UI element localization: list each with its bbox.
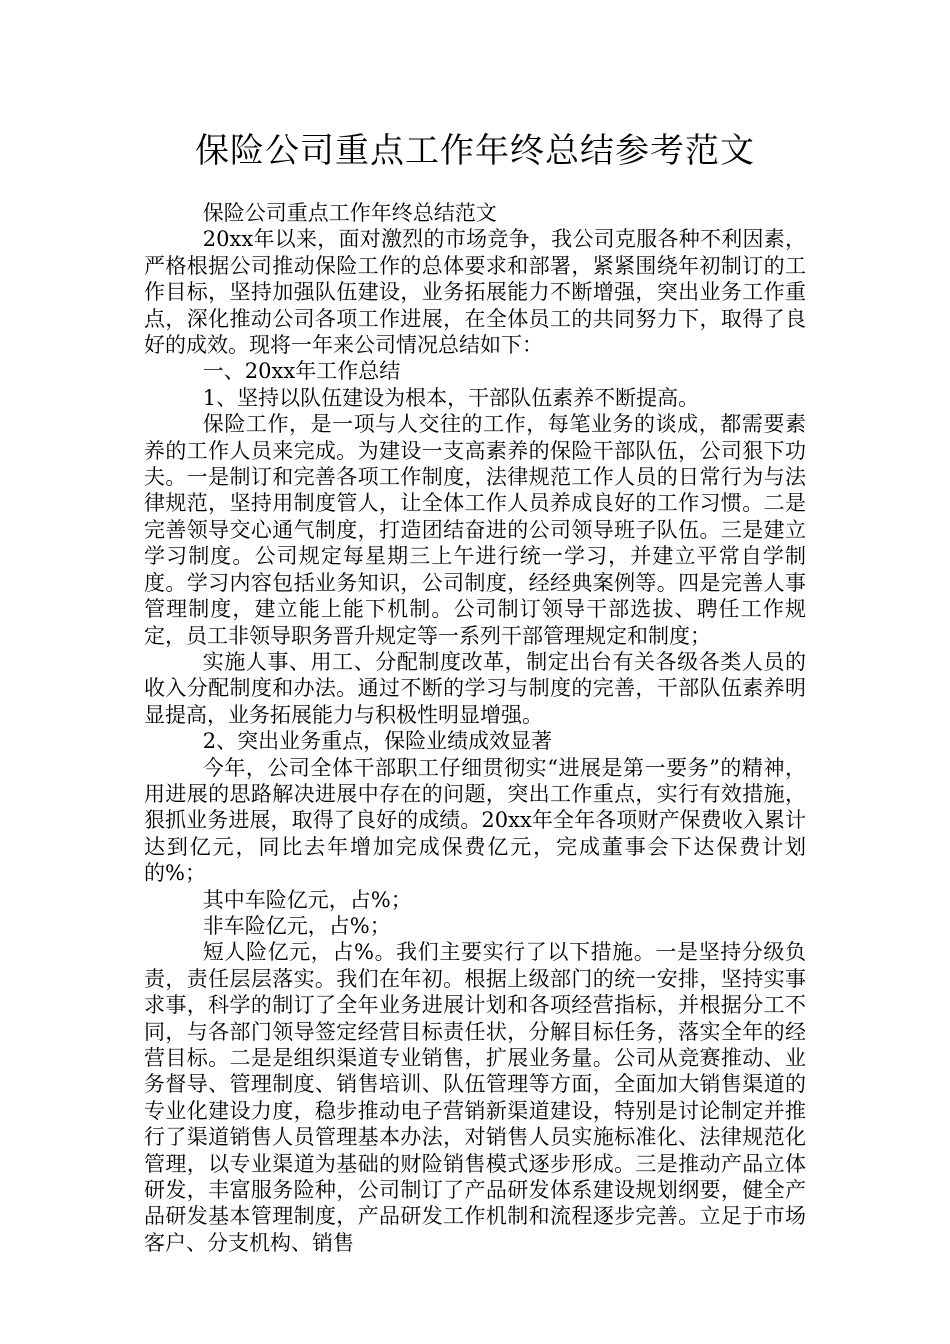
paragraph-subtitle: 保险公司重点工作年终总结范文 <box>202 201 497 225</box>
paragraph: 保险工作，是一项与人交往的工作，每笔业务的谈成，都需要素养的工作人员来完成。为建设一支高素养的保险干部队伍，公司狠下功夫。一是制订和完善各项工作制度，法律规范工作人员的日常行为与法律规范，坚持用制度管人，让全体工作人员养成良好的工作习惯。二是完善领导交心通气制度，打造团结奋进的公司领导班子队伍。三是建立学习制度。公司规定每星期三上午进行统一学习，并建立平常自学制度。学习内容包括业务知识，公司制度，经经典案例等。四是完善人事管理制度，建立能上能下机制。公司制订领导干部选拔、聘任工作规定，员工非领导职务晋升规定等一系列干部管理规定和制度； <box>144 412 806 648</box>
document-title: 保险公司重点工作年终总结参考范文 <box>195 131 755 171</box>
subsection-heading-2: 2、突出业务重点，保险业绩成效显著 <box>202 729 553 754</box>
document-body <box>144 200 806 1256</box>
paragraph: 今年，公司全体干部职工仔细贯彻实“进展是第一要务”的精神，用进展的思路解决进展中存在的问题，突出工作重点，实行有效措施，狠抓业务进展，取得了良好的成绩。20xx年全年各项财产保费收入累计达到亿元，同比去年增加完成保费亿元，完成董事会下达保费计划的%； <box>144 755 806 886</box>
section-heading-1: 一、20xx年工作总结 <box>202 359 401 384</box>
paragraph: 实施人事、用工、分配制度改革，制定出台有关各级各类人员的收入分配制度和办法。通过不断的学习与制度的完善，干部队伍素养明显提高，业务拓展能力与积极性明显增强。 <box>144 649 806 727</box>
subsection-heading-1: 1、坚持以队伍建设为根本，干部队伍素养不断提高。 <box>202 385 700 410</box>
paragraph: 其中车险亿元，占%； <box>202 887 412 912</box>
paragraph: 短人险亿元，占%。我们主要实行了以下措施。一是坚持分级负责，责任层层落实。我们在年初。根据上级部门的统一安排，坚持实事求事，科学的制订了全年业务进展计划和各项经营指标，并根据分工不同，与各部门领导签定经营目标责任状，分解目标任务，落实全年的经营目标。二是是组织渠道专业销售，扩展业务量。公司从竞赛推动、业务督导、管理制度、销售培训、队伍管理等方面，全面加大销售渠道的专业化建设力度，稳步推动电子营销新渠道建设，特别是讨论制定并推行了渠道销售人员管理基本办法，对销售人员实施标准化、法律规范化管理，以专业渠道为基础的财险销售模式逐步形成。三是推动产品立体研发，丰富服务险种，公司制订了产品研发体系建设规划纲要，健全产品研发基本管理制度，产品研发工作机制和流程逐步完善。立足于市场客户、分支机构、销售 <box>144 940 806 1255</box>
paragraph-intro: 20xx年以来，面对激烈的市场竞争，我公司克服各种不利因素，严格根据公司推动保险工作的总体要求和部署，紧紧围绕年初制订的工作目标，坚持加强队伍建设，业务拓展能力不断增强，突出业务工作重点，深化推动公司各项工作进展，在全体员工的共同努力下，取得了良好的成效。现将一年来公司情况总结如下： <box>144 227 806 358</box>
paragraph: 非车险亿元，占%； <box>202 913 391 938</box>
